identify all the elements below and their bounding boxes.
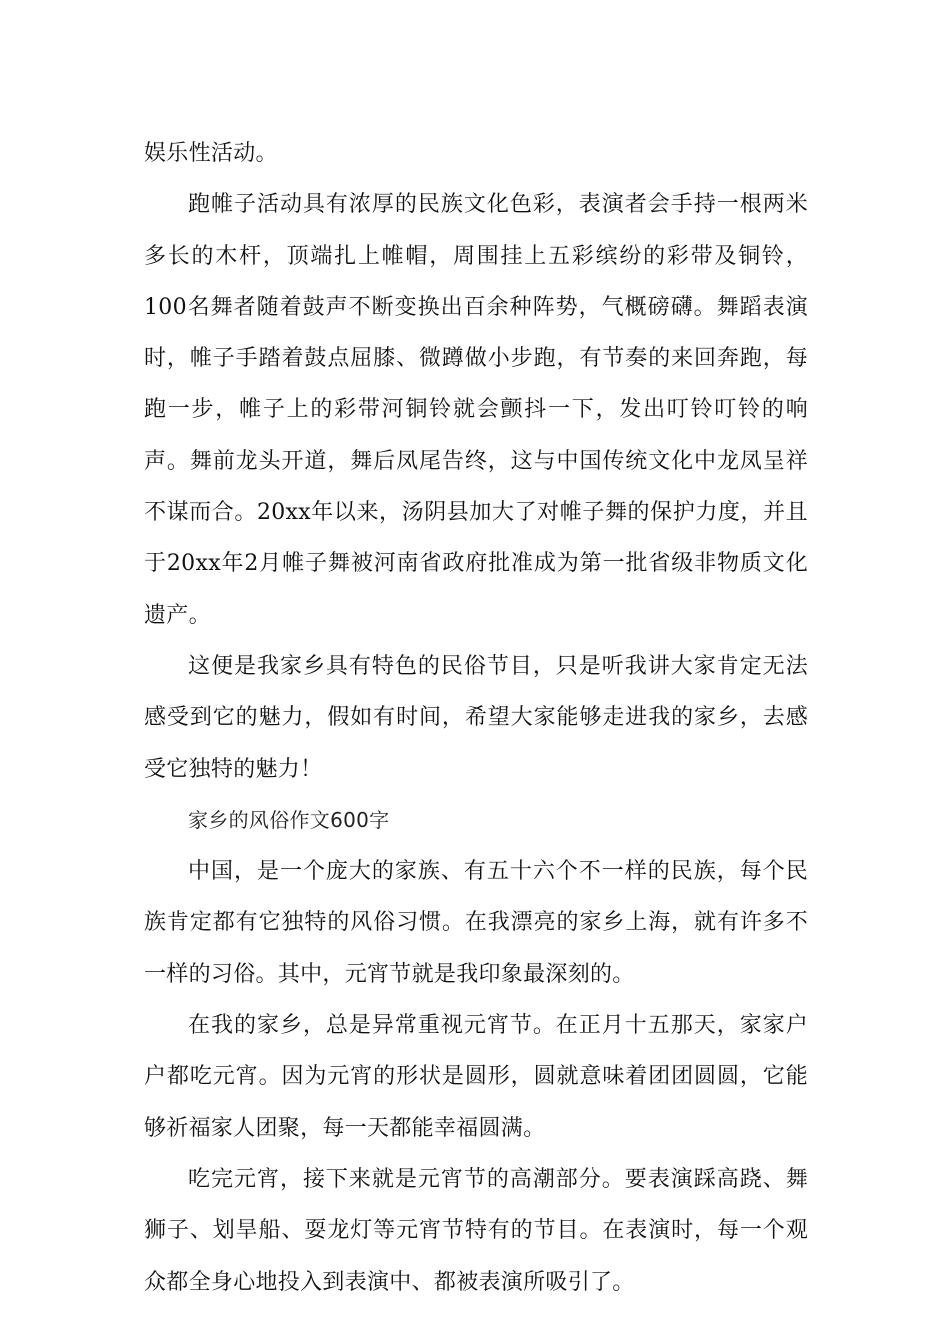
paragraph-paozizi-description: 跑帷子活动具有浓厚的民族文化色彩，表演者会手持一根两米多长的木杆，顶端扎上帷帽，周围挂上五彩缤纷的彩带及铜铃，100名舞者随着鼓声不断变换出百余种阵势，气概磅礴。舞蹈表演时，帷子手踏着鼓点屈膝、微蹲做小步跑，有节奏的来回奔跑，每跑一步，帷子上的彩带河铜铃就会颤抖一下，发出叮铃叮铃的响声。舞前龙头开道，舞后凤尾告终，这与中国传统文化中龙凤呈祥不谋而合。20xx年以来，汤阴县加大了对帷子舞的保护力度，并且于20xx年2月帷子舞被河南省政府批准成为第一批省级非物质文化遗产。	[144, 192, 808, 628]
paragraph-lantern-festival: 在我的家乡，总是异常重视元宵节。在正月十五那天，家家户户都吃元宵。因为元宵的形状是圆形，圆就意味着团团圆圆，它能够祈福家人团聚，每一天都能幸福圆满。	[144, 1013, 808, 1141]
paragraph-performances: 吃完元宵，接下来就是元宵节的高潮部分。要表演踩高跷、舞狮子、划旱船、耍龙灯等元宵节特有的节目。在表演时，每一个观众都全身心地投入到表演中、都被表演所吸引了。	[144, 1166, 808, 1295]
paragraph-invitation: 这便是我家乡具有特色的民俗节目，只是听我讲大家肯定无法感受到它的魅力，假如有时间，希望大家能够走进我的家乡，去感受它独特的魅力！	[144, 653, 808, 782]
section-heading: 家乡的风俗作文600字	[188, 807, 390, 832]
paragraph-intro-customs: 中国，是一个庞大的家族、有五十六个不一样的民族，每个民族肯定都有它独特的风俗习惯。在我漂亮的家乡上海，就有许多不一样的习俗。其中，元宵节就是我印象最深刻的。	[144, 859, 808, 987]
paragraph-continuation: 娱乐性活动。	[144, 141, 278, 166]
document-body	[144, 128, 808, 1308]
